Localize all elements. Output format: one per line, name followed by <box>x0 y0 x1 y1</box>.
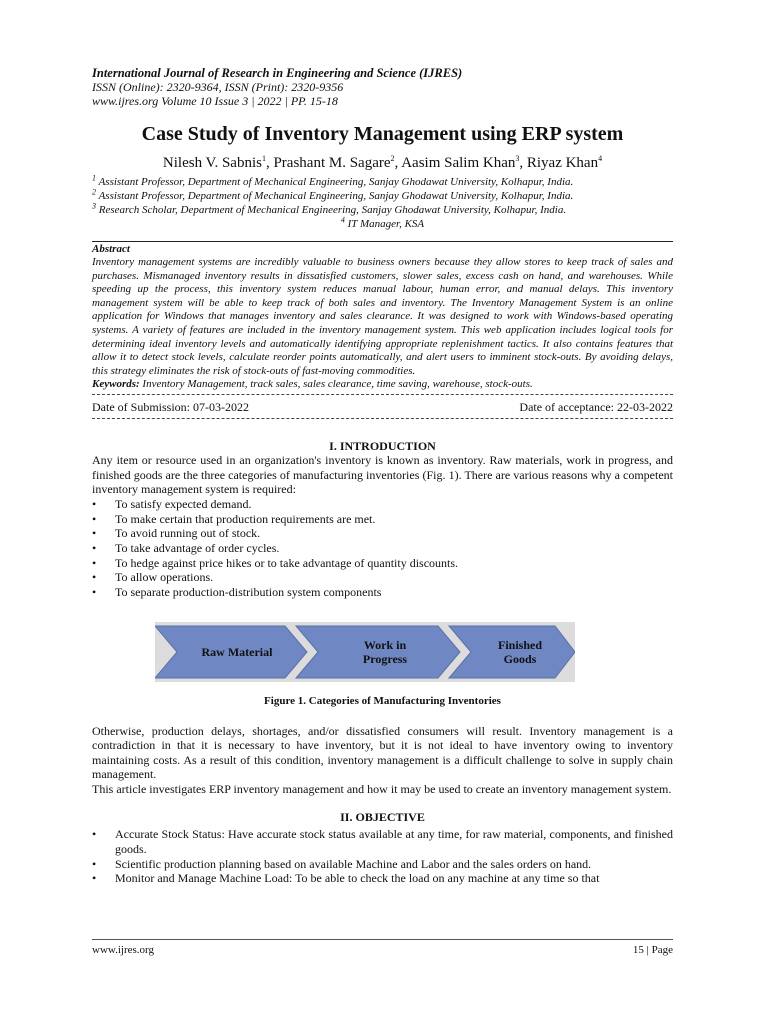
inventory-flow-figure <box>155 622 575 682</box>
list-item: • To avoid running out of stock. <box>92 526 673 541</box>
stage-label: Finished Goods <box>497 637 542 666</box>
author-name: Nilesh V. Sabnis <box>162 155 262 171</box>
list-item: • To take advantage of order cycles. <box>92 541 673 556</box>
author-sup: 1 <box>261 154 266 163</box>
reasons-list <box>92 497 673 600</box>
stage-label: Raw Material <box>201 644 273 659</box>
affiliation: $^2$ Assistant Professor, Department of Mechanical Engineering, Sanjay Ghodawat University, Kolhapur, India. <box>92 187 574 202</box>
divider <box>92 418 673 419</box>
section-heading: I. INTRODUCTION <box>329 439 436 454</box>
author-sup: 3 <box>515 154 520 163</box>
figure-caption: Figure 1. Categories of Manufacturing Inventories <box>264 694 501 707</box>
page-number: 15 | Page <box>632 944 673 956</box>
stage-label: Work in Progress <box>362 637 408 666</box>
submission-date: Date of Submission: 07-03-2022 <box>92 400 249 415</box>
keywords: Keywords: Inventory Management, track sales, sales clearance, time saving, warehouse, stock-outs. <box>92 378 533 391</box>
paragraph: Any item or resource used in an organization's inventory is known as inventory. Raw materials, work in progress, and finished goods are the three categories of manufacturing inventories (Fig. 1). There are various reasons why a competent inventory management system is required: <box>92 453 673 497</box>
author-name: Riyaz Khan <box>526 155 599 171</box>
affiliations <box>92 173 673 231</box>
list-item: • To satisfy expected demand. <box>92 497 673 512</box>
author-sup: 4 <box>598 154 603 163</box>
list-item: • To separate production-distribution system components <box>92 585 673 600</box>
paragraph: This article investigates ERP inventory management and how it may be used to create an inventory management system. <box>92 781 672 796</box>
objective-list <box>92 827 673 886</box>
author-sup: 2 <box>390 154 395 163</box>
acceptance-date: Date of acceptance: 22-03-2022 <box>519 400 673 415</box>
list-item: • Scientific production planning based on available Machine and Labor and the sales orders on hand. <box>92 857 673 872</box>
journal-name: International Journal of Research in Engineering and Science (IJRES) <box>92 66 463 80</box>
divider <box>92 241 673 242</box>
paragraph: Otherwise, production delays, shortages, and/or dissatisfied consumers will result. Inventory management is a contradiction in that it is necessary to have inventory, but it is not ideal to have inventory owing to inventory maintaining costs. As a result of this condition, inventory management is a difficult challenge to solve in supply chain management. <box>92 723 673 782</box>
list-item: • Monitor and Manage Machine Load: To be able to check the load on any machine at any time so that <box>92 871 673 886</box>
footer-site: www.ijres.org <box>92 944 155 956</box>
paper-page <box>92 66 673 886</box>
affiliation: $^4$ IT Manager, KSA <box>340 215 425 230</box>
dates-row <box>92 400 673 415</box>
volume-line: www.ijres.org Volume 10 Issue 3 | 2022 | PP. 15-18 <box>92 94 338 108</box>
footer-rule <box>92 939 673 940</box>
section-heading: II. OBJECTIVE <box>340 810 425 825</box>
author-list: Nilesh V. Sabnis$^1$, Prashant M. Sagare$^2$, Aasim Salim Khan$^3$, Riyaz Khan$^4$ <box>162 154 603 171</box>
list-item: • To allow operations. <box>92 570 673 585</box>
paper-title: Case Study of Inventory Management using ERP system <box>141 123 624 145</box>
list-item: • To hedge against price hikes or to take advantage of quantity discounts. <box>92 556 673 571</box>
list-item: • Accurate Stock Status: Have accurate stock status available at any time, for raw material, components, and finished goods. <box>92 827 673 856</box>
affiliation: $^3$ Research Scholar, Department of Mechanical Engineering, Sanjay Ghodawat University, Kolhapur, India. <box>92 201 567 216</box>
abstract-heading: Abstract <box>92 243 130 255</box>
author-name: Aasim Salim Khan <box>401 155 516 171</box>
abstract-text: Inventory management systems are incredibly valuable to business owners because they allow stores to keep track of sales and purchases. Mismanaged inventory results in dissatisfied customers, slower sales, excess cash on hand, and warehouses. While speeding up the process, this inventory system reduces manual labour, human error, and manual delays. This inventory management system will be able to keep track of both sales and inventory. The Inventory Management System is an online application for Windows that manages inventory and sales clearance. It was designed to work with Windows-based operating systems. A variety of features are included in the inventory management system. This web application includes logical tools for determining ideal inventory levels and automatically identifying appropriate replenishment tactics. It also contains features that allow it to detect stock levels, calculate reorder points automatically, and alert users to imminent stock-outs. By avoiding delays, this strategy eliminates the risk of stock-outs of fast-moving commodities. <box>92 256 673 377</box>
list-item: • To make certain that production requirements are met. <box>92 512 673 527</box>
divider <box>92 394 673 395</box>
issn-line: ISSN (Online): 2320-9364, ISSN (Print): 2320-9356 <box>92 80 344 94</box>
page-footer <box>92 944 673 957</box>
author-name: Prashant M. Sagare <box>273 155 391 171</box>
affiliation: $^1$ Assistant Professor, Department of Mechanical Engineering, Sanjay Ghodawat University, Kolhapur, India. <box>92 173 574 188</box>
